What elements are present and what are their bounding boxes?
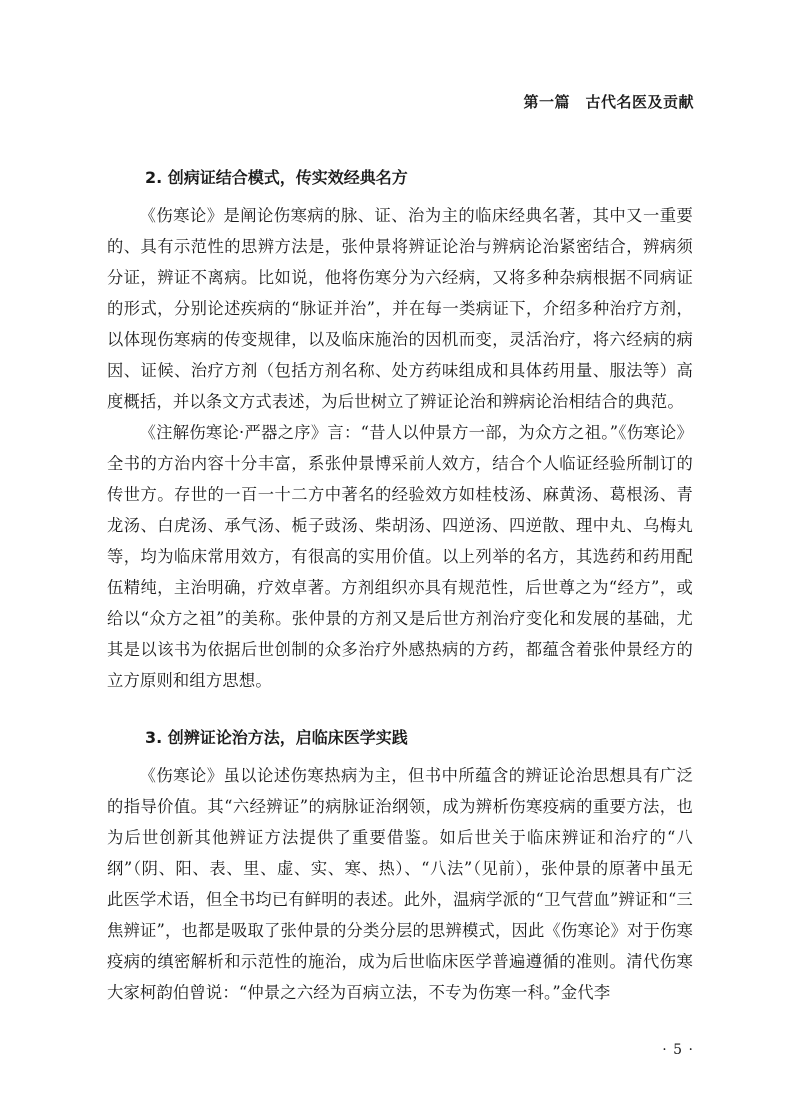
section-heading-3: 3. 创辨证论治方法，启临床医学实践 bbox=[145, 728, 408, 747]
section-heading-2: 2. 创病证结合模式，传实效经典名方 bbox=[145, 168, 408, 187]
paragraph: 《伤寒论》虽以论述伤寒热病为主，但书中所蕴含的辨证论治思想具有广泛的指导价值。其“六经辨证”的病脉证治纲领，成为辨析伤寒疫病的重要方法，也为后世创新其他辨证方法提供了重要借鉴。如后世关于临床辨证和治疗的“八纲”（阴、阳、表、里、虚、实、寒、热）、“八法”（见前），张仲景的原著中虽无此医学术语，但全书均已有鲜明的表述。此外，温病学派的“卫气营血”辨证和“三焦辨证”，也都是吸取了张仲景的分类分层的思辨模式，因此《伤寒论》对于伤寒疫病的缜密解析和示范性的施治，成为后世临床医学普遍遵循的准则。清代伤寒大家柯韵伯曾说：“仲景之六经为百病立法，不专为伤寒一科。”金代李 bbox=[107, 766, 693, 1002]
page-body bbox=[107, 166, 693, 1008]
paragraph: 《伤寒论》是阐论伤寒病的脉、证、治为主的临床经典名著，其中又一重要的、具有示范性的思辨方法是，张仲景将辨证论治与辨病论治紧密结合，辨病须分证，辨证不离病。比如说，他将伤寒分为六经病，又将多种杂病根据不同病证的形式，分别论述疾病的“脉证并治”，并在每一类病证下，介绍多种治疗方剂，以体现伤寒病的传变规律，以及临床施治的因机而变，灵活治疗，将六经病的病因、证候、治疗方剂（包括方剂名称、处方药味组成和具体药用量、服法等）高度概括，并以条文方式表述，为后世树立了辨证论治和辨病论治相结合的典范。 bbox=[107, 206, 693, 411]
page-number: · 5 · bbox=[662, 1042, 694, 1058]
paragraph: 《注解伤寒论·严器之序》言：“昔人以仲景方一部，为众方之祖。”《伤寒论》全书的方治内容十分丰富，系张仲景博采前人效方，结合个人临证经验所制订的传世方。存世的一百一十二方中著名的经验效方如桂枝汤、麻黄汤、葛根汤、青龙汤、白虎汤、承气汤、栀子豉汤、柴胡汤、四逆汤、四逆散、理中丸、乌梅丸等，均为临床常用效方，有很高的实用价值。以上列举的名方，其选药和药用配伍精纯，主治明确，疗效卓著。方剂组织亦具有规范性，后世尊之为“经方”，或给以“众方之祖”的美称。张仲景的方剂又是后世方剂治疗变化和发展的基础，尤其是以该书为依据后世创制的众多治疗外感热病的方药，都蕴含着张仲景经方的立方原则和组方思想。 bbox=[107, 423, 693, 690]
running-header: 第一篇 古代名医及贡献 bbox=[523, 93, 694, 111]
